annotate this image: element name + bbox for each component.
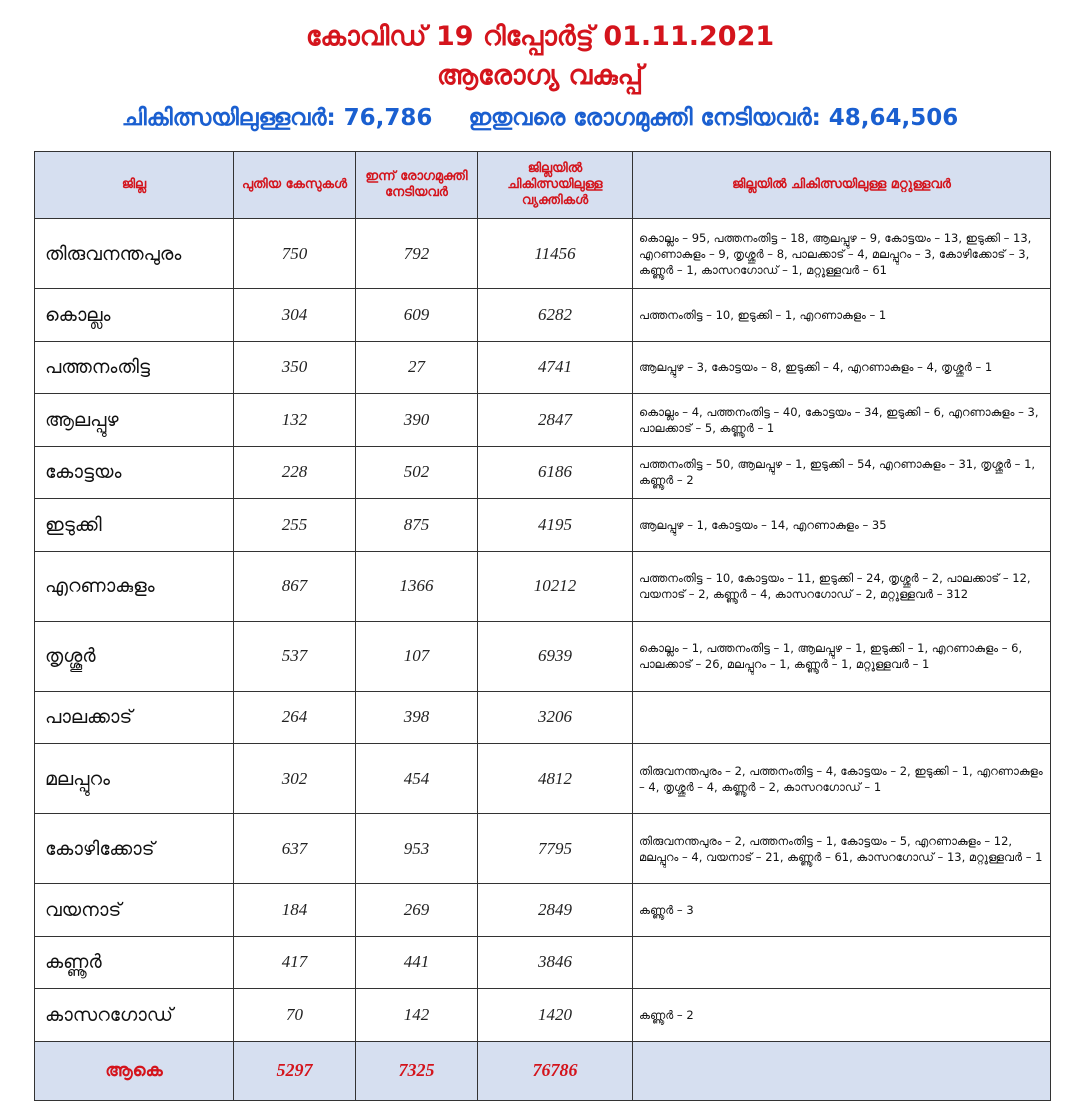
- recovered-cell: 398: [356, 691, 478, 744]
- new-cases-cell: 70: [234, 989, 356, 1042]
- table-row: [35, 814, 1051, 884]
- report-title: കോവിഡ് 19 റിപ്പോർട്ട് 01.11.2021: [305, 21, 775, 52]
- recovered-cell: 502: [356, 446, 478, 499]
- others-cell: [633, 691, 1051, 744]
- new-cases-cell: 637: [234, 814, 356, 884]
- recovered-cell: 269: [356, 884, 478, 937]
- new-cases-cell: 132: [234, 394, 356, 447]
- table-row: [35, 989, 1051, 1042]
- district-cell: കോട്ടയം: [35, 446, 234, 499]
- recovered-cell: 953: [356, 814, 478, 884]
- district-cell: തൃശ്ശൂർ: [35, 621, 234, 691]
- header-new-cases: പുതിയ കേസുകൾ: [234, 152, 356, 219]
- district-cell: ഇടുക്കി: [35, 499, 234, 552]
- header-district: ജില്ല: [35, 152, 234, 219]
- recovered-total-count: ഇതുവരെ രോഗമുക്തി നേടിയവർ: 48,64,506: [468, 105, 959, 131]
- active-cell: 3846: [478, 936, 633, 989]
- total-label: ആകെ: [35, 1041, 234, 1100]
- recovered-cell: 609: [356, 289, 478, 342]
- recovered-cell: 441: [356, 936, 478, 989]
- active-cell: 7795: [478, 814, 633, 884]
- recovered-cell: 1366: [356, 551, 478, 621]
- new-cases-cell: 255: [234, 499, 356, 552]
- active-cell: 3206: [478, 691, 633, 744]
- summary-line: [0, 98, 1080, 138]
- district-cell: മലപ്പുറം: [35, 744, 234, 814]
- others-cell: കണ്ണൂർ – 3: [633, 884, 1051, 937]
- active-cell: 6282: [478, 289, 633, 342]
- report-header: [0, 18, 1080, 138]
- recovered-cell: 454: [356, 744, 478, 814]
- active-cell: 4741: [478, 341, 633, 394]
- active-cell: 1420: [478, 989, 633, 1042]
- new-cases-cell: 304: [234, 289, 356, 342]
- table-row: [35, 621, 1051, 691]
- table-row: [35, 691, 1051, 744]
- recovered-cell: 390: [356, 394, 478, 447]
- district-cell: കൊല്ലം: [35, 289, 234, 342]
- table-header-row: [35, 152, 1051, 219]
- new-cases-cell: 264: [234, 691, 356, 744]
- district-cell: തിരുവനന്തപുരം: [35, 219, 234, 289]
- others-cell: തിരുവനന്തപുരം – 2, പത്തനംതിട്ട – 4, കോട്ടയം – 2, ഇടുക്കി – 1, എറണാകുളം – 4, തൃശ്ശൂർ – 4, കണ്ണൂർ – 2, കാസറഗോഡ് – 1: [633, 744, 1051, 814]
- recovered-cell: 792: [356, 219, 478, 289]
- new-cases-cell: 867: [234, 551, 356, 621]
- district-report-table: [34, 151, 1051, 1101]
- active-cell: 2847: [478, 394, 633, 447]
- others-cell: പത്തനംതിട്ട – 10, കോട്ടയം – 11, ഇടുക്കി – 24, തൃശ്ശൂർ – 2, പാലക്കാട് – 12, വയനാട് – 2, കണ്ണൂർ – 4, കാസറഗോഡ് – 2, മറ്റുള്ളവർ – 312: [633, 551, 1051, 621]
- table-row: [35, 884, 1051, 937]
- under-treatment-count: ചികിത്സയിലുള്ളവർ: 76,786: [121, 105, 433, 131]
- district-cell: കോഴിക്കോട്: [35, 814, 234, 884]
- district-cell: പാലക്കാട്: [35, 691, 234, 744]
- others-cell: പത്തനംതിട്ട – 50, ആലപ്പുഴ – 1, ഇടുക്കി – 54, എറണാകുളം – 31, തൃശ്ശൂർ – 1, കണ്ണൂർ – 2: [633, 446, 1051, 499]
- others-cell: കൊല്ലം – 95, പത്തനംതിട്ട – 18, ആലപ്പുഴ – 9, കോട്ടയം – 13, ഇടുക്കി – 13, എറണാകുളം – 9, തൃശ്ശൂർ – 8, പാലക്കാട് – 4, മലപ്പുറം – 3, കോഴിക്കോട് – 3, കണ്ണൂർ – 1, കാസറഗോഡ് – 1, മറ്റുള്ളവർ – 61: [633, 219, 1051, 289]
- recovered-cell: 107: [356, 621, 478, 691]
- others-cell: തിരുവനന്തപുരം – 2, പത്തനംതിട്ട – 1, കോട്ടയം – 5, എറണാകുളം – 12, മലപ്പുറം – 4, വയനാട് – 21, കണ്ണൂർ – 61, കാസറഗോഡ് – 13, മറ്റുള്ളവർ – 1: [633, 814, 1051, 884]
- recovered-cell: 875: [356, 499, 478, 552]
- district-cell: കാസറഗോഡ്: [35, 989, 234, 1042]
- district-cell: വയനാട്: [35, 884, 234, 937]
- new-cases-cell: 184: [234, 884, 356, 937]
- table-body: [35, 219, 1051, 1042]
- active-cell: 6939: [478, 621, 633, 691]
- recovered-cell: 142: [356, 989, 478, 1042]
- table-row: [35, 341, 1051, 394]
- active-cell: 11456: [478, 219, 633, 289]
- active-cell: 6186: [478, 446, 633, 499]
- total-recovered: 7325: [356, 1041, 478, 1100]
- others-cell: കൊല്ലം – 1, പത്തനംതിട്ട – 1, ആലപ്പുഴ – 1, ഇടുക്കി – 1, എറണാകുളം – 6, പാലക്കാട് – 26, മലപ്പുറം – 1, കണ്ണൂർ – 1, മറ്റുള്ളവർ – 1: [633, 621, 1051, 691]
- others-cell: ആലപ്പുഴ – 1, കോട്ടയം – 14, എറണാകുളം – 35: [633, 499, 1051, 552]
- new-cases-cell: 750: [234, 219, 356, 289]
- others-cell: കണ്ണൂർ – 2: [633, 989, 1051, 1042]
- table-row: [35, 394, 1051, 447]
- active-cell: 4195: [478, 499, 633, 552]
- table-row: [35, 219, 1051, 289]
- total-others-empty: [633, 1041, 1051, 1100]
- new-cases-cell: 417: [234, 936, 356, 989]
- new-cases-cell: 537: [234, 621, 356, 691]
- others-cell: കൊല്ലം – 4, പത്തനംതിട്ട – 40, കോട്ടയം – 34, ഇടുക്കി – 6, എറണാകുളം – 3, പാലക്കാട് – 5, കണ്ണൂർ – 1: [633, 394, 1051, 447]
- table-row: [35, 551, 1051, 621]
- district-cell: എറണാകുളം: [35, 551, 234, 621]
- district-cell: കണ്ണൂർ: [35, 936, 234, 989]
- district-cell: ആലപ്പുഴ: [35, 394, 234, 447]
- total-new-cases: 5297: [234, 1041, 356, 1100]
- new-cases-cell: 228: [234, 446, 356, 499]
- table-row: [35, 446, 1051, 499]
- header-others: ജില്ലയിൽ ചികിത്സയിലുള്ള മറ്റുള്ളവർ: [633, 152, 1051, 219]
- district-cell: പത്തനംതിട്ട: [35, 341, 234, 394]
- new-cases-cell: 302: [234, 744, 356, 814]
- table-row: [35, 936, 1051, 989]
- others-cell: [633, 936, 1051, 989]
- table-row: [35, 289, 1051, 342]
- department-name: ആരോഗ്യ വകുപ്പ്: [436, 60, 644, 91]
- active-cell: 4812: [478, 744, 633, 814]
- table-row: [35, 744, 1051, 814]
- table-row: [35, 499, 1051, 552]
- total-row: [35, 1041, 1051, 1100]
- active-cell: 2849: [478, 884, 633, 937]
- total-active: 76786: [478, 1041, 633, 1100]
- header-recovered-today: ഇന്ന് രോഗമുക്തി നേടിയവർ: [356, 152, 478, 219]
- recovered-cell: 27: [356, 341, 478, 394]
- active-cell: 10212: [478, 551, 633, 621]
- new-cases-cell: 350: [234, 341, 356, 394]
- others-cell: ആലപ്പുഴ – 3, കോട്ടയം – 8, ഇടുക്കി – 4, എറണാകുളം – 4, തൃശ്ശൂർ – 1: [633, 341, 1051, 394]
- header-in-treatment: ജില്ലയിൽ ചികിത്സയിലുള്ള വ്യക്തികൾ: [478, 152, 633, 219]
- others-cell: പത്തനംതിട്ട – 10, ഇടുക്കി – 1, എറണാകുളം – 1: [633, 289, 1051, 342]
